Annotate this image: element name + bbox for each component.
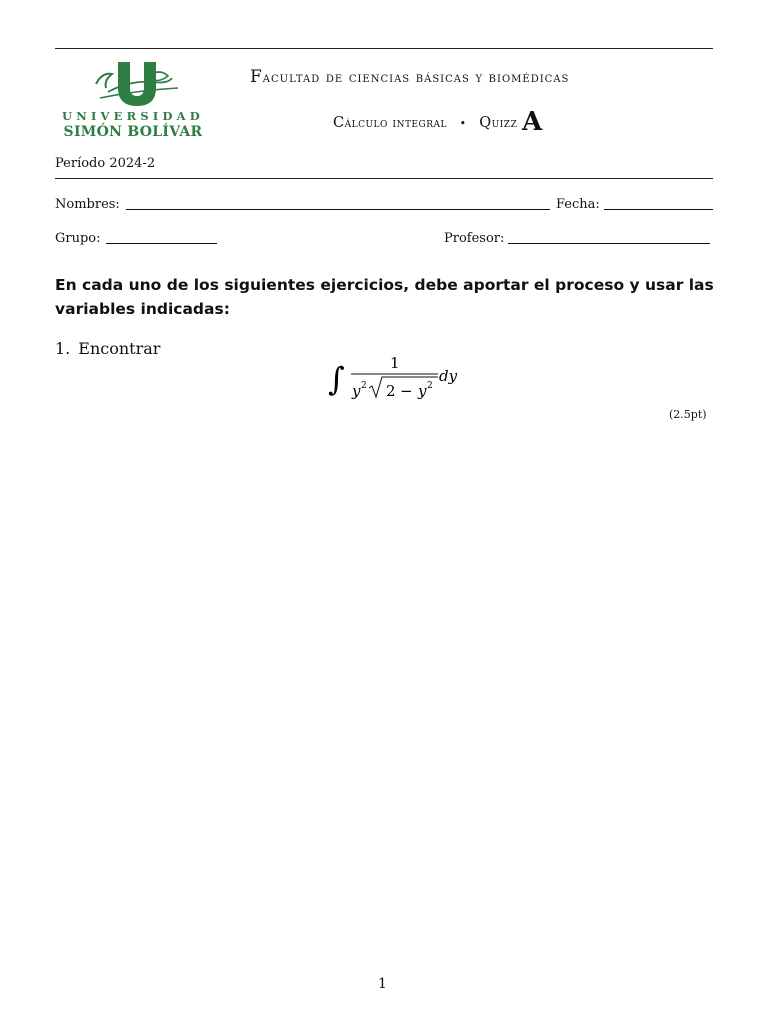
group-label: Grupo: [55, 231, 101, 246]
top-rule [55, 48, 713, 49]
university-logo-emblem [60, 58, 210, 110]
names-blank-line[interactable] [126, 209, 550, 210]
course-rest: álculo integral [344, 116, 447, 131]
course-title [333, 104, 613, 137]
denominator-y: y [352, 382, 361, 400]
header-bottom-rule [55, 178, 713, 179]
exercise-text: Encontrar [78, 339, 161, 358]
period-label: Período 2024-2 [55, 156, 156, 171]
denominator-exponent: 2 [361, 381, 367, 391]
quiz-version-letter: A [521, 107, 543, 137]
radicand-minus: − [400, 382, 413, 400]
names-label: Nombres: [55, 197, 120, 212]
logo-university-text: UNIVERSIDAD [62, 109, 204, 123]
radicand-exponent: 2 [427, 381, 433, 391]
numerator: 1 [390, 354, 400, 372]
integral-formula [328, 352, 478, 408]
logo-name-text: SIMÓN BOLÍVAR [63, 124, 203, 140]
exercise-1-statement [55, 339, 160, 358]
exercise-points: (2.5pt) [669, 408, 707, 421]
radicand-y: y [418, 382, 427, 400]
instructions-text: En cada uno de los siguientes ejercicios, debe aportar el proceso y usar las variables indicadas: [55, 276, 714, 318]
radicand-constant: 2 [386, 382, 396, 400]
integral-sign: ∫ [328, 360, 345, 398]
faculty-title-initial: F [250, 67, 263, 87]
date-blank-line[interactable] [604, 209, 713, 210]
university-logo [60, 58, 210, 142]
page-number: 1 [378, 976, 387, 992]
course-initial: C [333, 115, 345, 131]
professor-blank-line[interactable] [508, 243, 710, 244]
date-label: Fecha: [556, 197, 600, 212]
quiz-initial: Q [479, 115, 492, 131]
differential: dy [439, 367, 458, 385]
group-blank-line[interactable] [106, 243, 217, 244]
quiz-rest: uizz [491, 116, 518, 131]
professor-label: Profesor: [444, 231, 505, 246]
separator-bullet: • [459, 117, 467, 130]
exercise-number: 1. [55, 339, 71, 358]
faculty-title-rest: acultad de ciencias básicas y biomédicas [262, 70, 570, 86]
faculty-title [250, 67, 690, 87]
